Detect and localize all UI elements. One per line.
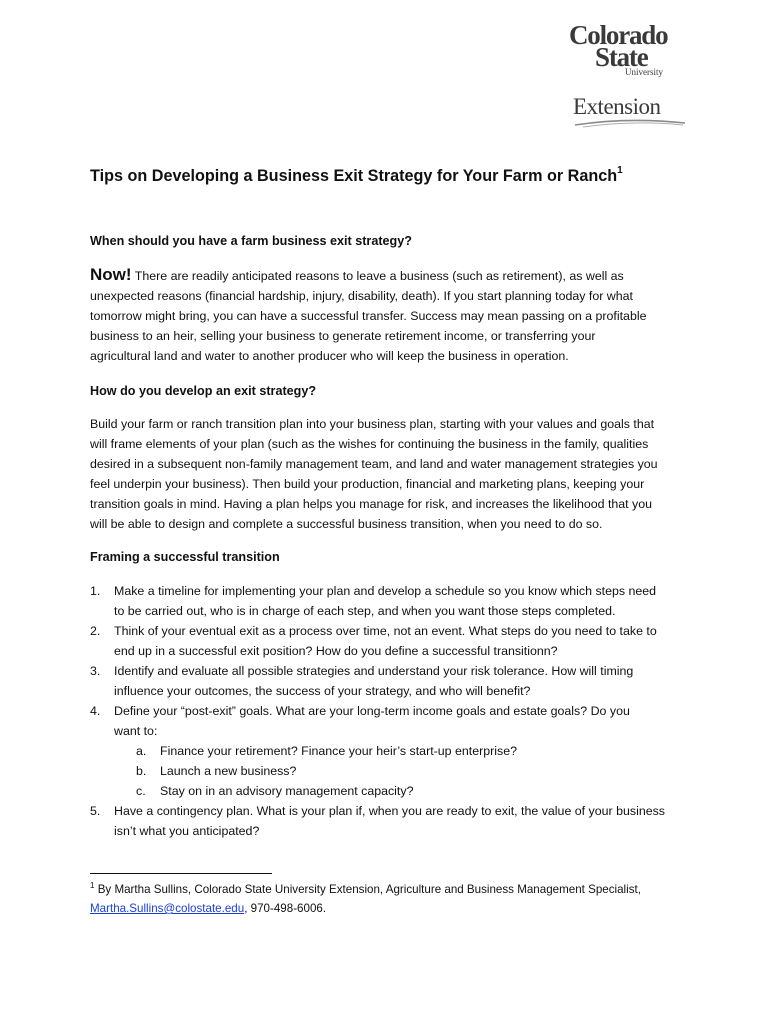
logo-line-university: University: [625, 67, 663, 77]
sub-list-text: Finance your retirement? Finance your heir’s start-up enterprise?: [160, 744, 517, 758]
sub-list-letter: c.: [136, 784, 146, 798]
footnote-marker: 1: [90, 881, 95, 890]
list-item: [90, 621, 690, 661]
paragraph-line: agricultural land and water to another producer who will keep the business in operation.: [90, 349, 569, 363]
paragraph-line: business to an heir, selling your business to generate retirement income, or transferring your: [90, 329, 596, 343]
section-heading-how: How do you develop an exit strategy?: [90, 384, 317, 398]
author-phone: , 970-498-6006.: [244, 902, 327, 915]
now-lead-word: Now!: [90, 265, 132, 284]
sub-list-text: Stay on in an advisory management capacity?: [160, 784, 414, 798]
list-item-number: 5.: [90, 804, 101, 818]
list-item-line: to be carried out, who is in charge of each step, and when you want those steps completed.: [114, 604, 616, 618]
author-email-link[interactable]: Martha.Sullins@colostate.edu: [90, 902, 245, 915]
list-item-line: Have a contingency plan. What is your plan if, when you are ready to exit, the value of your business: [114, 804, 666, 818]
list-item-number: 4.: [90, 704, 101, 718]
sub-list-item: [114, 781, 690, 801]
document-title-text: Tips on Developing a Business Exit Strategy for Your Farm or Ranch: [90, 167, 618, 185]
sub-list-item: [114, 761, 690, 781]
paragraph-line: transition goals in mind. Having a plan helps you manage for risk, and increases the likelihood that you: [90, 497, 653, 511]
list-item-line: Identify and evaluate all possible strategies and understand your risk tolerance. How will timing: [114, 664, 634, 678]
sub-list-letter: b.: [136, 764, 147, 778]
list-item-line: want to:: [114, 724, 158, 738]
paragraph-line: desired in a subsequent non-family management team, and land and water management strategies you: [90, 457, 658, 471]
paragraph-line: will frame elements of your plan (such as the wishes for continuing the business in the family, qualities: [90, 437, 649, 451]
logo-line-colorado: Colorado: [569, 20, 668, 50]
document-title: [90, 165, 710, 187]
list-item-line: end up in a successful exit position? How do you define a successful transitionn?: [114, 644, 558, 658]
paragraph-line: unexpected reasons (financial hardship, injury, disability, death). If you start planning today for what: [90, 289, 633, 303]
list-item: [90, 581, 690, 621]
extension-logo: [573, 95, 688, 129]
footnote-text: By Martha Sullins, Colorado State University Extension, Agriculture and Business Management Specialist,: [97, 883, 641, 896]
sub-list-letter: a.: [136, 744, 147, 758]
section-how-paragraph: [90, 414, 690, 534]
list-item: [90, 701, 690, 801]
section-when-paragraph: [90, 265, 690, 366]
extension-wordmark: Extension: [573, 94, 661, 119]
list-item-number: 1.: [90, 584, 101, 598]
list-item-number: 2.: [90, 624, 101, 638]
list-item: [90, 661, 690, 701]
section-heading-when: When should you have a farm business exit strategy?: [90, 234, 412, 248]
logo-line-state: State: [595, 42, 648, 72]
framing-steps-list: [90, 581, 690, 841]
footnote-line: [90, 880, 690, 899]
paragraph-line: Build your farm or ranch transition plan into your business plan, starting with your values and goals that: [90, 417, 655, 431]
list-item-line: Think of your eventual exit as a process over time, not an event. What steps do you need to take to: [114, 624, 657, 638]
sub-list-text: Launch a new business?: [160, 764, 297, 778]
list-item-line: influence your outcomes, the success of your strategy, and who will benefit?: [114, 684, 531, 698]
post-exit-options-list: [114, 741, 690, 801]
list-item: [90, 801, 690, 841]
csu-logo: [565, 22, 690, 80]
list-item-line: isn’t what you anticipated?: [114, 824, 260, 838]
list-item-number: 3.: [90, 664, 101, 678]
paragraph-line: feel underpin your business). Then build your production, financial and marketing plans, keeping your: [90, 477, 645, 491]
paragraph-text: There are readily anticipated reasons to leave a business (such as retirement), as well as: [134, 269, 624, 283]
footnote-line: [90, 899, 690, 918]
paragraph-line: will be able to design and complete a successful business transition, when you need to do so.: [90, 517, 603, 531]
footnote: [90, 880, 690, 918]
paragraph-line: tomorrow might bring, you can have a successful transfer. Success may mean passing on a profitable: [90, 309, 647, 323]
csu-extension-logo: [565, 20, 690, 119]
extension-swoosh-icon: [573, 113, 688, 129]
paragraph-line: [90, 265, 690, 286]
list-item-line: Make a timeline for implementing your plan and develop a schedule so you know which steps need: [114, 584, 657, 598]
section-heading-framing: Framing a successful transition: [90, 550, 280, 564]
sub-list-item: [114, 741, 690, 761]
title-footnote-marker: 1: [617, 165, 623, 176]
list-item-line: Define your “post-exit” goals. What are your long-term income goals and estate goals? Do you: [114, 704, 630, 718]
footnote-divider: [90, 873, 272, 874]
